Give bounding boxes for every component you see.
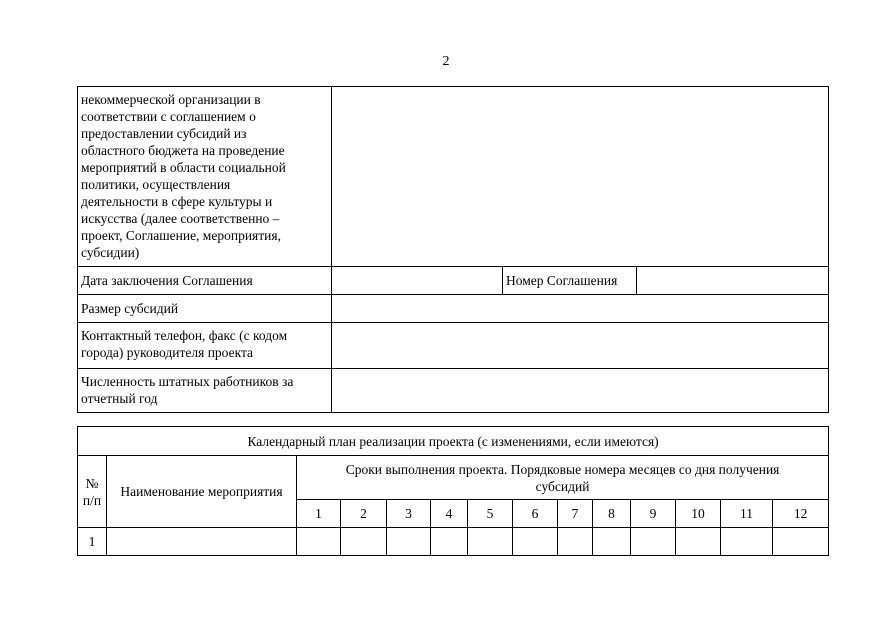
month-cell: 2 — [341, 500, 387, 528]
project-description-text: некоммерческой организации в соответствии с соглашением о предоставлении субсидий из областного бюджета на проведение мероприятий в области социальной политики, осуществления деятельности в сфере культуры и искусства (далее соответственно – проект, Соглашение, мероприятия, субсидии) — [78, 87, 332, 267]
month-cell: 4 — [431, 500, 468, 528]
calendar-title-row — [78, 427, 829, 456]
page-number: 2 — [442, 54, 450, 69]
schedule-cell[interactable] — [631, 528, 676, 556]
month-cell: 7 — [558, 500, 593, 528]
month-cell: 5 — [468, 500, 513, 528]
project-description-value[interactable] — [332, 87, 829, 267]
row-number-header: № п/п — [78, 456, 107, 528]
agreement-date-value[interactable] — [332, 267, 503, 295]
staff-count-label: Численность штатных работников за отчетный год — [78, 369, 332, 413]
schedule-cell[interactable] — [513, 528, 558, 556]
project-info-table — [77, 86, 829, 413]
month-cell: 9 — [631, 500, 676, 528]
description-row — [78, 87, 829, 267]
month-cell: 8 — [593, 500, 631, 528]
row-number: 1 — [78, 528, 107, 556]
schedule-cell[interactable] — [773, 528, 829, 556]
month-cell: 1 — [297, 500, 341, 528]
contact-value[interactable] — [332, 323, 829, 369]
schedule-cell[interactable] — [297, 528, 341, 556]
agreement-number-label: Номер Соглашения — [503, 267, 637, 295]
contact-row — [78, 323, 829, 369]
month-cell: 3 — [387, 500, 431, 528]
event-name-header: Наименование мероприятия — [107, 456, 297, 528]
calendar-plan-table — [77, 426, 829, 556]
agreement-row — [78, 267, 829, 295]
calendar-title: Календарный план реализации проекта (с изменениями, если имеются) — [78, 427, 829, 456]
schedule-cell[interactable] — [558, 528, 593, 556]
schedule-cell[interactable] — [468, 528, 513, 556]
terms-header: Сроки выполнения проекта. Порядковые номера месяцев со дня получения субсидий — [297, 456, 829, 500]
schedule-cell[interactable] — [431, 528, 468, 556]
event-name-cell[interactable] — [107, 528, 297, 556]
table-row — [78, 528, 829, 556]
staff-row — [78, 369, 829, 413]
agreement-date-label: Дата заключения Соглашения — [78, 267, 332, 295]
contact-label: Контактный телефон, факс (с кодом города) руководителя проекта — [78, 323, 332, 369]
subsidy-row — [78, 295, 829, 323]
calendar-header-row — [78, 456, 829, 500]
month-cell: 10 — [676, 500, 721, 528]
schedule-cell[interactable] — [593, 528, 631, 556]
month-cell: 11 — [721, 500, 773, 528]
subsidy-amount-label: Размер субсидий — [78, 295, 332, 323]
schedule-cell[interactable] — [721, 528, 773, 556]
staff-count-value[interactable] — [332, 369, 829, 413]
schedule-cell[interactable] — [341, 528, 387, 556]
month-cell: 6 — [513, 500, 558, 528]
schedule-cell[interactable] — [387, 528, 431, 556]
agreement-number-value[interactable] — [637, 267, 829, 295]
schedule-cell[interactable] — [676, 528, 721, 556]
subsidy-amount-value[interactable] — [332, 295, 829, 323]
month-cell: 12 — [773, 500, 829, 528]
